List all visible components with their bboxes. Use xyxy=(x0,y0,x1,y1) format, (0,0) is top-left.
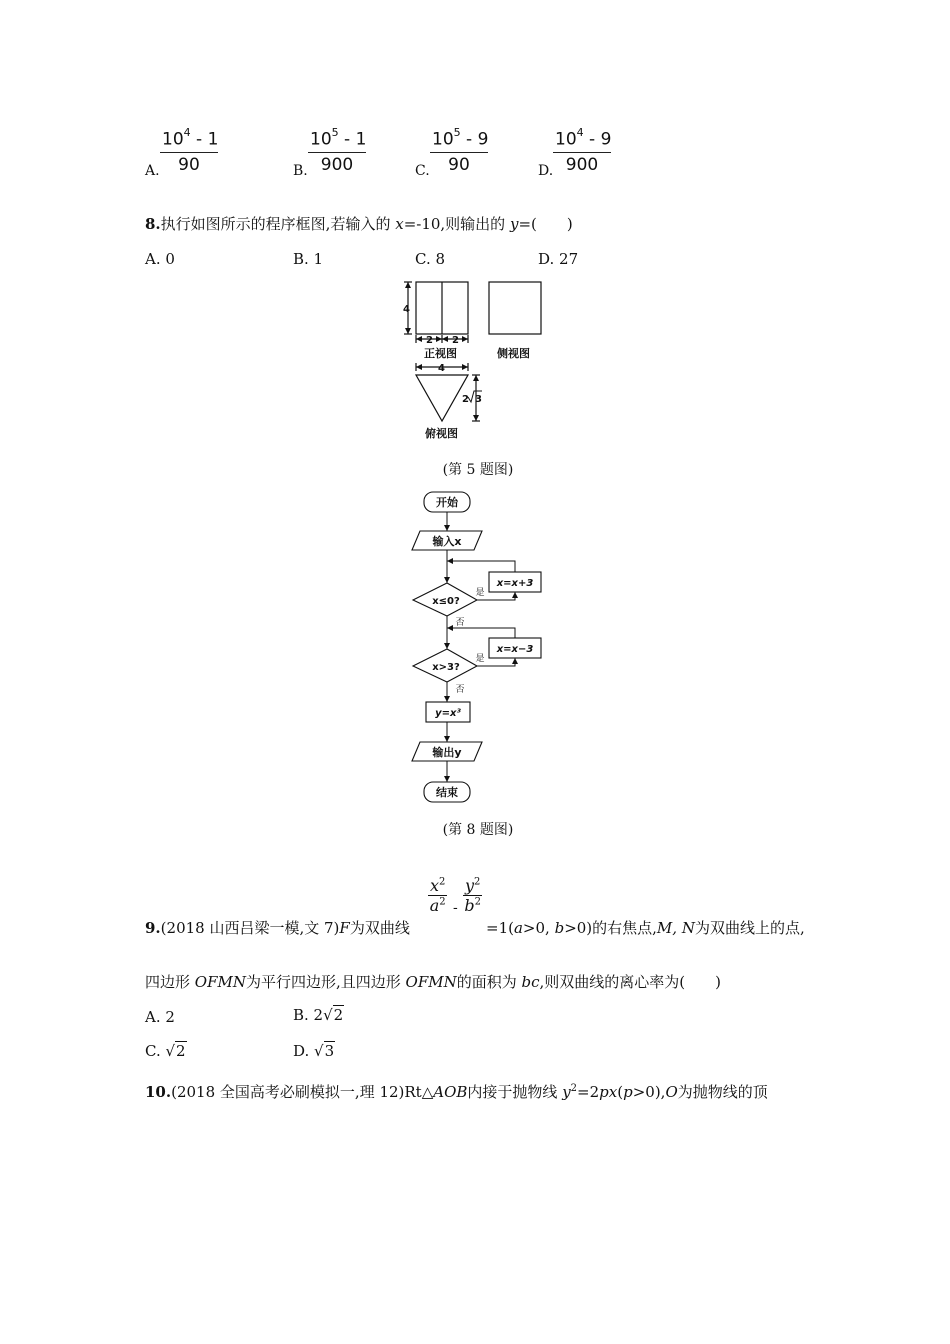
q9-minus: - xyxy=(453,900,458,916)
q7-option-c-fraction: $\frac{10^5 - 9}{90}$ xyxy=(432,126,489,175)
q7-option-a-fraction: $\frac{10^4 - 1}{90}$ xyxy=(162,126,219,175)
top-view-label: 俯视图 xyxy=(425,427,458,440)
q8-option-d: D. 27 xyxy=(538,250,579,268)
fig5-caption: (第 5 题图) xyxy=(442,462,514,478)
top-view-triangle xyxy=(416,375,468,421)
q7-option-b-fraction: $\frac{10^5 - 1}{900}$ xyxy=(310,126,367,175)
q9-hyperbola-fraction-1: $x^2$ $a^2$ xyxy=(429,876,446,915)
front-view-label: 正视图 xyxy=(424,347,457,360)
flow-assign-label: y=x³ xyxy=(435,708,461,719)
flow-yes1-label: 是 xyxy=(475,588,485,598)
dim-2-left: 2 xyxy=(426,335,433,346)
flow-input-label: 输入x xyxy=(432,535,462,548)
side-view-label: 侧视图 xyxy=(497,347,530,360)
q9-stem-part1: 9.(2018 山西吕梁一模,文 7)F为双曲线 xyxy=(145,919,410,937)
q7-option-c-label: C. xyxy=(415,163,430,179)
q7-option-b-label: B. xyxy=(293,163,308,179)
side-view-rect xyxy=(489,282,541,334)
q9-stem-line2: 四边形 OFMN为平行四边形,且四边形 OFMN的面积为 bc,则双曲线的离心率为( ) xyxy=(145,973,722,991)
q9-option-a: A. 2 xyxy=(145,1008,175,1026)
q7-option-d-label: D. xyxy=(538,163,554,179)
dim-4-left: 4 xyxy=(403,304,410,315)
q9-option-c: C. √2 xyxy=(145,1042,186,1060)
q8-stem: 8.执行如图所示的程序框图,若输入的 x=-10,则输出的 y=( ) xyxy=(145,215,573,233)
dim-2root3-rad: 3 xyxy=(475,394,482,405)
q9-hyperbola-fraction-2: $y^2$ $b^2$ xyxy=(464,876,482,915)
fig5-three-views xyxy=(400,275,560,445)
q9-option-b: B. 2√2 xyxy=(293,1006,344,1024)
dim-2root3-coef: 2 xyxy=(462,394,469,405)
dim-2-right: 2 xyxy=(452,335,459,346)
flow-no2-label: 否 xyxy=(455,685,465,695)
fig8-caption: (第 8 题图) xyxy=(442,822,514,838)
flow-op2-label: x=x−3 xyxy=(496,644,534,655)
q7-option-a-label: A. xyxy=(145,163,160,179)
q7-option-d-fraction: $\frac{10^4 - 9}{900}$ xyxy=(555,126,612,175)
q10-stem: 10.(2018 全国高考必刷模拟一,理 12)Rt△AOB内接于抛物线 $y^2=2px(p>0),O$为抛物线的顶 xyxy=(145,1083,768,1101)
q8-option-b: B. 1 xyxy=(293,250,324,268)
q8-option-c: C. 8 xyxy=(415,250,446,268)
flow-op1-label: x=x+3 xyxy=(496,578,534,589)
flow-yes2-label: 是 xyxy=(475,654,485,664)
q9-option-d: D. √3 xyxy=(293,1042,335,1060)
flow-start-label: 开始 xyxy=(436,496,458,509)
fig8-flowchart xyxy=(400,488,560,813)
q8-option-a: A. 0 xyxy=(145,250,175,268)
flow-cond1-label: x≤0? xyxy=(432,596,460,607)
flow-output-label: 输出y xyxy=(432,746,462,759)
dim-4-top: 4 xyxy=(438,363,445,374)
flow-end-label: 结束 xyxy=(436,786,458,799)
flow-cond2-label: x>3? xyxy=(432,662,460,673)
q9-stem-part2: =1(a>0, b>0)的右焦点,M, N为双曲线上的点, xyxy=(486,919,805,937)
flow-no1-label: 否 xyxy=(455,618,465,628)
